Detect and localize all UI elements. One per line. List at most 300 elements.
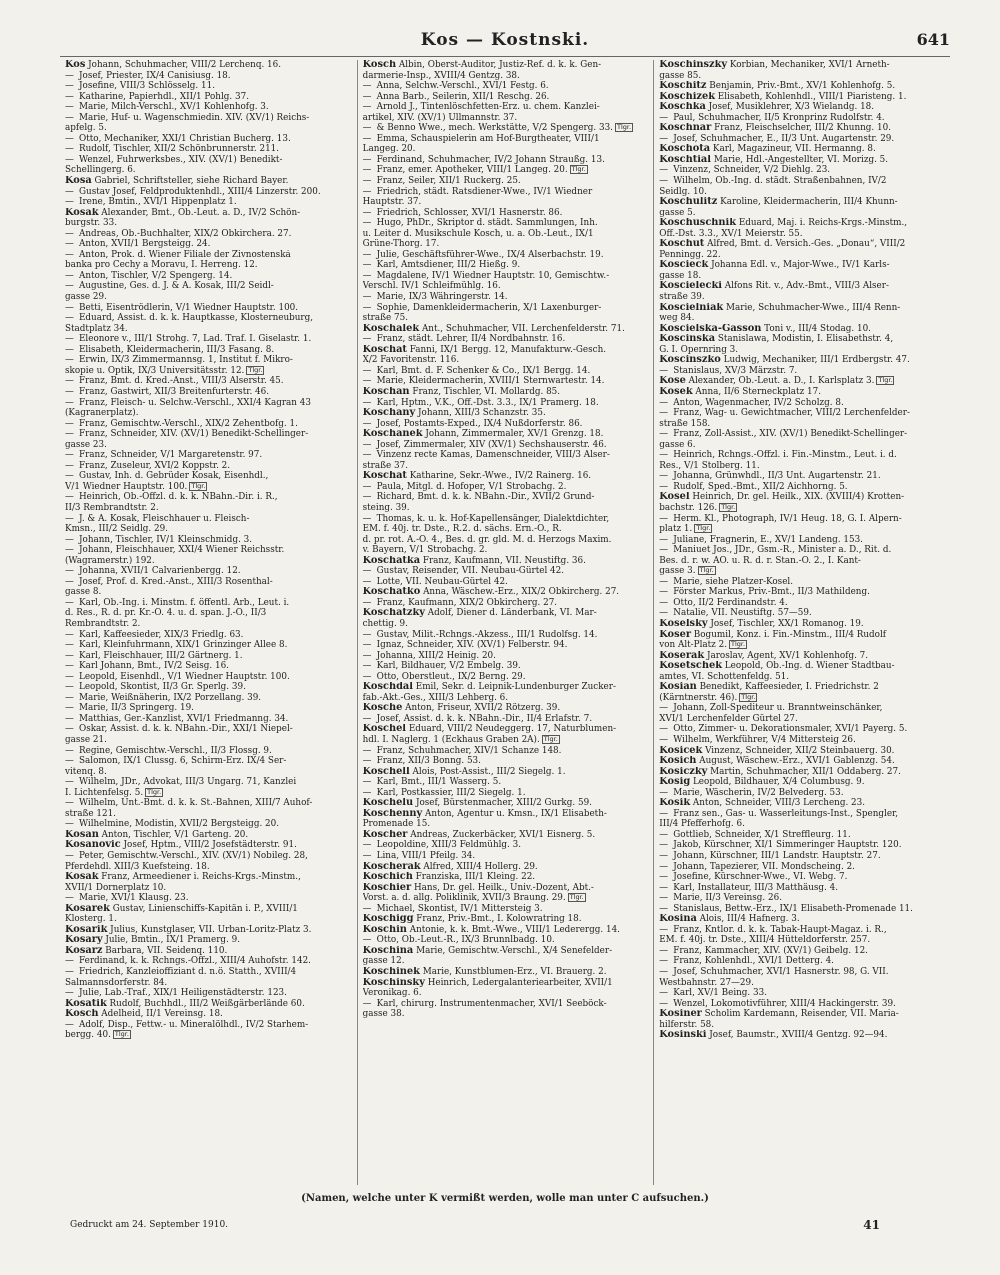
ditto-dash: — [65,1019,74,1030]
ditto-dash: — [659,481,669,492]
entry-text: Anna Barb., Seilerin, XII/1 Reschg. 26. [376,91,550,102]
directory-entry [659,144,945,155]
ditto-dash: — [659,924,669,935]
directory-subentry [65,851,352,862]
entry-text: Marie, Schuhmacher-Wwe., III/4 Renn- [726,302,901,313]
directory-subentry [65,376,352,387]
entry-text: Friedrich, Kanzleioffiziant d. n.ö. Statth., XVIII/4 [79,967,297,978]
entry-text: Leopold, Skontist, II/3 Gr. Sperlg. 39. [79,682,246,693]
entry-text: Wilhelm, JDr., Advokat, III/3 Ungarg. 71, Kanzlei [79,777,297,788]
entry-text: Heinrich, Rchngs.-Offzl. i. Fin.-Minstm., Leut. i. d. [673,450,897,461]
entry-text: Franz, Gemischtw.-Verschl., XIX/2 Zehentbofg. 1. [79,418,298,429]
entry-text: Alfons Rit. v., Adv.-Bmt., VIII/3 Alser- [724,281,889,292]
directory-continuation [65,408,352,419]
entry-text: d. Res., R. d. pr. Kr.-O. 4. u. d. span. J.-O., II/3 [65,608,267,619]
directory-entry [659,281,945,292]
ditto-dash: — [65,239,74,250]
ditto-dash: — [362,439,372,450]
ditto-dash: — [65,228,74,239]
entry-surname: Kos [65,60,86,70]
entry-text: Anton, Tischler, V/1 Garteng. 20. [101,829,249,840]
ditto-dash: — [362,292,372,303]
directory-subentry [65,81,352,92]
directory-subentry [65,893,352,904]
entry-text: Johann, Tischler, IV/1 Kleinschmidg. 3. [79,534,253,545]
entry-surname: Kosarek [65,903,110,914]
entry-text: Thomas, k. u. k. Hof-Kapellensänger, Dialektdichter, [376,513,610,524]
entry-surname: Kosek [659,386,693,397]
directory-continuation [65,165,352,176]
entry-text: Michael, Skontist, IV/1 Mittersteig 3. [376,903,543,914]
directory-subentry [65,956,352,967]
directory-subentry [363,482,649,493]
directory-subentry [659,535,945,546]
directory-subentry [659,830,945,841]
entry-surname: Koschigg [362,914,414,925]
directory-subentry [659,724,945,735]
directory-continuation [65,788,352,799]
entry-text: Andreas, Ob.-Buchhalter, XIX/2 Obkirchera. 27. [79,228,292,239]
directory-subentry [363,450,649,461]
entry-surname: Kosian [659,682,697,693]
column-2 [357,60,654,1185]
directory-subentry [65,239,352,250]
directory-entry [363,767,649,778]
entry-text: gasse 6. [659,439,696,450]
directory-subentry [65,471,352,482]
directory-subentry [65,714,352,725]
directory-subentry [363,376,649,387]
entry-text: Otto, Ob.-Leut.-R., IX/3 Brunnlbadg. 10. [376,935,555,946]
entry-text: Wilhelmine, Modistin, XVII/2 Bergsteigg. 20. [79,819,280,830]
directory-subentry [659,482,945,493]
entry-text: Franz, Kammacher, XIV. (XV/1) Geibelg. 12. [673,945,868,956]
directory-subentry [659,408,945,419]
entry-surname: Koschelu [362,798,414,809]
entry-surname: Kosak [65,872,99,883]
ditto-dash: — [362,376,372,387]
entry-text: Stanislawa, Modistin, I. Elisabethstr. 4, [717,334,894,345]
directory-subentry [659,398,945,409]
directory-continuation [363,735,649,746]
entry-text: Off.-Dst. 3.3., XV/1 Meierstr. 55. [659,228,803,239]
directory-subentry [363,81,649,92]
directory-continuation [65,366,352,377]
entry-text: Heinrich, Dr. gel. Heilk., XIX. (XVIII/4) Krotten- [692,492,905,503]
ditto-dash: — [362,935,372,946]
entry-text: Franz, Kaufmann, VII. Neustiftg. 36. [422,555,586,566]
directory-subentry [659,608,945,619]
entry-surname: Kosary [65,935,103,946]
entry-text: Oskar, Assist. d. k. k. NBahn.-Dir., XXI/1 Niepel- [79,724,293,735]
entry-surname: Koschina [362,945,414,956]
entry-text: bergg. 40. [65,1030,111,1041]
entry-surname: Koschitz [659,81,707,92]
directory-continuation [363,956,649,967]
entry-text: Benedikt, Kaffeesieder, I. Friedrichstr. 2 [699,682,879,693]
entry-text: Jaroslav, Agent, XV/1 Kohlenhofg. 7. [706,650,869,661]
entry-text: Anton, XVII/1 Bergsteigg. 24. [79,239,211,250]
entry-text: Förster Markus, Priv.-Bmt., II/3 Mathildeng. [673,587,870,598]
ditto-dash: — [659,787,669,798]
ditto-dash: — [659,471,669,482]
entry-text: Karl, chirurg. Instrumentenmacher, XVI/1 Seeböck- [376,998,607,1009]
directory-continuation [65,324,352,335]
ditto-dash: — [65,956,74,967]
ditto-dash: — [65,376,74,387]
directory-continuation [363,619,649,630]
directory-continuation [659,693,945,704]
directory-entry [659,102,945,113]
directory-subentry [659,545,945,556]
directory-subentry [65,746,352,757]
entry-text: Alfred, XIII/4 Hollerg. 29. [423,861,538,872]
entry-text: Ant., Schuhmacher, VII. Lerchenfelderstr. 71. [421,323,625,334]
directory-continuation [659,229,945,240]
directory-subentry [363,334,649,345]
ditto-dash: — [65,650,74,661]
entry-text: Vinzenz, Schneider, XII/2 Steinbauerg. 30. [705,745,895,756]
directory-continuation [659,313,945,324]
directory-subentry [65,429,352,440]
directory-continuation [363,313,649,324]
directory-subentry [363,102,649,113]
entry-text: Lina, VIII/1 Pfeilg. 34. [376,851,476,862]
directory-subentry [363,661,649,672]
ditto-dash: — [362,629,372,640]
entry-text: gasse 38. [362,1009,405,1020]
directory-continuation [65,735,352,746]
entry-surname: Koschulitz [659,197,718,208]
ditto-dash: — [362,756,372,767]
entry-text: Josef, Assist. d. k. k. NBahn.-Dir., II/4 Erlafstr. 7. [376,713,593,724]
entry-surname: Koschell [362,766,410,777]
directory-subentry [65,988,352,999]
directory-subentry [65,598,352,609]
ditto-dash: — [362,661,372,672]
entry-text: Josef, Schuhmacher, XVI/1 Hasnerstr. 98, G. VII. [673,967,889,978]
entry-text: Vinzenz recte Kamas, Damenschneider, VIII/3 Alser- [376,450,610,461]
entry-surname: Koscherak [362,861,421,872]
page-title: Kos — Kostnski. [420,30,590,50]
entry-text: Wilhelm, Werkführer, V/4 Mittersteig 26. [673,735,856,745]
ditto-dash: — [659,534,669,545]
directory-subentry [363,651,649,662]
entry-surname: Koschka [659,102,706,113]
entry-text: Anna, Selchw.-Verschl., XVI/1 Festg. 6. [376,81,549,92]
entry-text: Josef, Prof. d. Kred.-Anst., XIII/3 Rosenthal- [79,576,273,587]
directory-subentry [363,92,649,103]
ditto-dash: — [362,102,372,113]
directory-subentry [65,313,352,324]
directory-entry [659,914,945,925]
ditto-dash: — [65,70,74,81]
directory-subentry [65,281,352,292]
ditto-dash: — [659,956,669,967]
directory-entry [659,334,945,345]
entry-surname: Kosiner [659,1009,702,1020]
entry-text: Seidlg. 10. [659,186,707,197]
ditto-dash: — [65,133,74,144]
directory-subentry [65,250,352,261]
ditto-dash: — [65,893,74,904]
entry-text: Verschl. IV/1 Schleifmühlg. 16. [362,281,501,292]
entry-text: Karl, Installateur, III/3 Matthäusg. 4. [673,882,839,893]
entry-text: Paula, Mitgl. d. Hofoper, V/1 Strobachg. 2. [376,481,567,492]
entry-text: Franz, Zoll-Assist., XIV. (XV/1) Benedikt-Schellinger- [673,429,908,440]
directory-continuation [65,809,352,820]
entry-text: hilferstr. 58. [659,1019,715,1030]
ditto-dash: — [65,334,74,345]
entry-text: Johanna, Grünwhdl., II/3 Unt. Augartenstr. 21. [673,471,881,482]
ditto-dash: — [65,344,74,355]
directory-subentry [363,250,649,261]
directory-subentry [659,967,945,978]
entry-text: weg 84. [659,313,695,324]
entry-text: Marie, Huf- u. Wagenschmiedin. XIV. (XV/1) Reichs- [79,112,310,123]
entry-text: Josef, Schuhmacher, E., II/3 Unt. Augartenstr. 29. [673,133,895,144]
directory-entry [65,925,352,936]
directory-subentry [65,756,352,767]
ditto-dash: — [659,429,669,440]
directory-continuation [659,640,945,651]
directory-continuation [659,71,945,82]
telegraph-badge: Tlgr. [569,893,584,902]
directory-continuation [363,545,649,556]
directory-continuation [659,440,945,451]
directory-subentry [65,187,352,198]
directory-subentry [65,640,352,651]
directory-subentry [363,271,649,282]
entry-text: Franz, Kohlenhdl., XVI/1 Detterg. 4. [673,956,834,967]
ditto-dash: — [659,988,669,999]
entry-text: chettig. 9. [362,618,408,629]
directory-continuation [363,281,649,292]
entry-text: Franz sen., Gas- u. Wasserleitungs-Inst., Spengler, [673,808,899,819]
entry-text: gasse 23. [65,439,107,450]
entry-text: Anna, II/6 Sterneckplatz 17. [695,386,821,397]
directory-subentry [65,682,352,693]
directory-continuation [659,524,945,535]
entry-text: Pferdehdl. XIII/3 Kuefsteing. 18. [65,861,210,872]
directory-continuation [65,482,352,493]
entry-text: skopie u. Optik, IX/3 Universitätsstr. 12. [65,365,245,376]
entry-text: straße 75. [362,313,408,324]
telegraph-badge: Tlgr. [878,376,893,385]
entry-surname: Kosich [659,756,697,767]
directory-subentry [363,566,649,577]
directory-subentry [659,587,945,598]
entry-text: Franz, städt. Lehrer, II/4 Nordbahnstr. 16. [376,334,566,345]
directory-subentry [65,71,352,82]
entry-surname: Koschinsky [362,977,425,988]
directory-continuation [65,556,352,567]
entry-text: Rudolf, Tischler, XII/2 Schönbrunnerstr. 211. [79,144,280,155]
ditto-dash: — [659,840,669,851]
entry-surname: Kosiczky [659,766,708,777]
entry-text: Marie, Wäscherin, IV/2 Belvederg. 53. [673,787,844,798]
entry-text: Wilhelm, Ob.-Ing. d. städt. Straßenbahnen, IV/2 [673,176,887,187]
directory-subentry [65,102,352,113]
directory-entry [65,904,352,915]
directory-subentry [659,471,945,482]
entry-text: Irene, Bmtin., XVI/1 Hippenplatz 1. [79,197,237,208]
entry-text: Katharine, Papierhdl., XII/1 Pohlg. 37. [79,91,249,102]
entry-text: Karl, Bildhauer, V/2 Embelg. 39. [376,661,521,672]
entry-text: steing. 39. [362,502,410,513]
ditto-dash: — [65,144,74,155]
ditto-dash: — [362,745,372,756]
directory-subentry [65,398,352,409]
directory-entry [65,1009,352,1020]
directory-subentry [363,840,649,851]
directory-subentry [65,577,352,588]
entry-text: Veronikag. 6. [362,988,422,999]
ditto-dash: — [65,851,74,862]
ditto-dash: — [659,408,669,419]
telegraph-badge: Tlgr. [571,165,586,174]
directory-subentry [65,134,352,145]
entry-surname: Koscinszko [659,355,721,366]
directory-continuation [659,978,945,989]
directory-entry [363,324,649,335]
directory-continuation [65,218,352,229]
directory-subentry [659,134,945,145]
entry-text: Franziska, III/1 Kleing. 22. [415,872,536,883]
ditto-dash: — [65,713,74,724]
ditto-dash: — [65,724,74,735]
directory-entry [659,81,945,92]
entry-surname: Kosch [362,60,397,70]
directory-subentry [363,756,649,767]
telegraph-badge: Tlgr. [699,566,714,575]
ditto-dash: — [362,492,372,503]
directory-entry [65,208,352,219]
ditto-dash: — [362,576,372,587]
entry-text: Johann, Zimmermaler, XV/1 Grenzg. 18. [425,429,604,440]
directory-continuation [659,292,945,303]
ditto-dash: — [362,133,372,144]
entry-text: straße 121. [65,808,116,819]
ditto-dash: — [65,640,74,651]
directory-subentry [363,904,649,915]
entry-text: Wenzel, Lokomotivführer, XIII/4 Hackingerstr. 39. [673,998,896,1009]
directory-subentry [659,988,945,999]
directory-entry [363,345,649,356]
entry-text: Herm. Kl., Photograph, IV/1 Heug. 18, G. I. Alpern- [673,513,902,524]
directory-continuation [659,345,945,356]
entry-text: Wilhelm, Unt.-Bmt. d. k. k. St.-Bahnen, XIII/7 Auhof- [79,798,313,809]
directory-subentry [363,176,649,187]
entry-surname: Koschalek [362,323,420,334]
directory-subentry [363,155,649,166]
directory-subentry [363,398,649,409]
directory-subentry [65,450,352,461]
entry-text: Stanislaus, Bettw.-Erz., IX/1 Elisabeth-Promenade 11. [673,903,913,914]
directory-continuation [65,260,352,271]
entry-text: August, Wäschew.-Erz., XVI/1 Gablenzg. 54. [699,756,895,767]
directory-subentry [65,967,352,978]
ditto-dash: — [659,365,669,376]
entry-text: Johanna, XIII/2 Heinig. 20. [376,650,496,661]
ditto-dash: — [659,133,669,144]
entry-text: Josef, Baumstr., XVIII/4 Gentzg. 92—94. [709,1030,888,1041]
directory-continuation [65,123,352,134]
entry-text: straße 158. [659,418,711,429]
directory-subentry [363,440,649,451]
entry-surname: Koscielska-Gasson [659,323,762,334]
entry-surname: Kosche [362,703,403,714]
entry-text: Barbara, VII. Seidenq. 110. [105,945,228,956]
entry-text: gasse 3. [659,566,696,577]
entry-text: Alexander, Ob.-Leut. a. D., I. Karlsplatz 3. [688,376,875,387]
directory-entry [659,239,945,250]
directory-subentry [363,208,649,219]
directory-entry [659,777,945,788]
ditto-dash: — [65,513,74,524]
directory-subentry [363,123,649,134]
entry-text: Johanna, XVII/1 Calvarienbergg. 12. [79,566,241,577]
entry-text: Franz, Tischler, VI. Mollardg. 85. [412,386,561,397]
directory-entry [363,914,649,925]
entry-text: Maniuet Jos., JDr., Gsm.-R., Minister a. D., Rit. d. [673,545,892,556]
directory-entry [65,946,352,957]
ditto-dash: — [65,745,74,756]
ditto-dash: — [362,302,372,313]
entry-text: Karl, Kleinfuhrmann, XIX/1 Grinzinger Allee 8. [79,640,288,651]
directory-continuation [363,693,649,704]
directory-subentry [65,703,352,714]
directory-subentry [659,788,945,799]
entry-text: Rudolf, Buchhdl., III/2 Weißgärberlände 60. [109,998,305,1009]
entry-text: Stadtplatz 34. [65,323,128,334]
entry-text: Grüne-Thorg. 17. [362,239,440,250]
directory-entry [363,608,649,619]
entry-text: Klosterg. 1. [65,914,117,925]
ditto-dash: — [362,260,372,271]
directory-continuation [363,503,649,514]
directory-entry [363,60,649,71]
ditto-dash: — [659,545,669,556]
directory-entry [659,218,945,229]
entry-text: Andreas, Zuckerbäcker, XVI/1 Eisnerg. 5. [410,829,596,840]
ditto-dash: — [659,882,669,893]
directory-continuation [363,1009,649,1020]
directory-continuation [659,208,945,219]
entry-text: Franz, Kaufmann, XIX/2 Obkircherg. 27. [376,597,558,608]
ditto-dash: — [65,597,74,608]
ditto-dash: — [659,945,669,956]
directory-entry [659,798,945,809]
ditto-dash: — [659,829,669,840]
ditto-dash: — [65,460,74,471]
entry-text: Marie, IX/3 Währingerstr. 14. [376,292,508,303]
directory-continuation [659,566,945,577]
directory-subentry [65,514,352,525]
directory-subentry [659,703,945,714]
directory-entry [363,587,649,598]
ditto-dash: — [659,967,669,978]
entry-text: Lotte, VII. Neubau-Gürtel 42. [376,576,508,587]
directory-continuation [363,197,649,208]
directory-continuation [659,714,945,725]
directory-entry [363,798,649,809]
directory-continuation [65,587,352,598]
ditto-dash: — [362,450,372,461]
directory-continuation [659,461,945,472]
directory-subentry [65,387,352,398]
ditto-dash: — [65,692,74,703]
